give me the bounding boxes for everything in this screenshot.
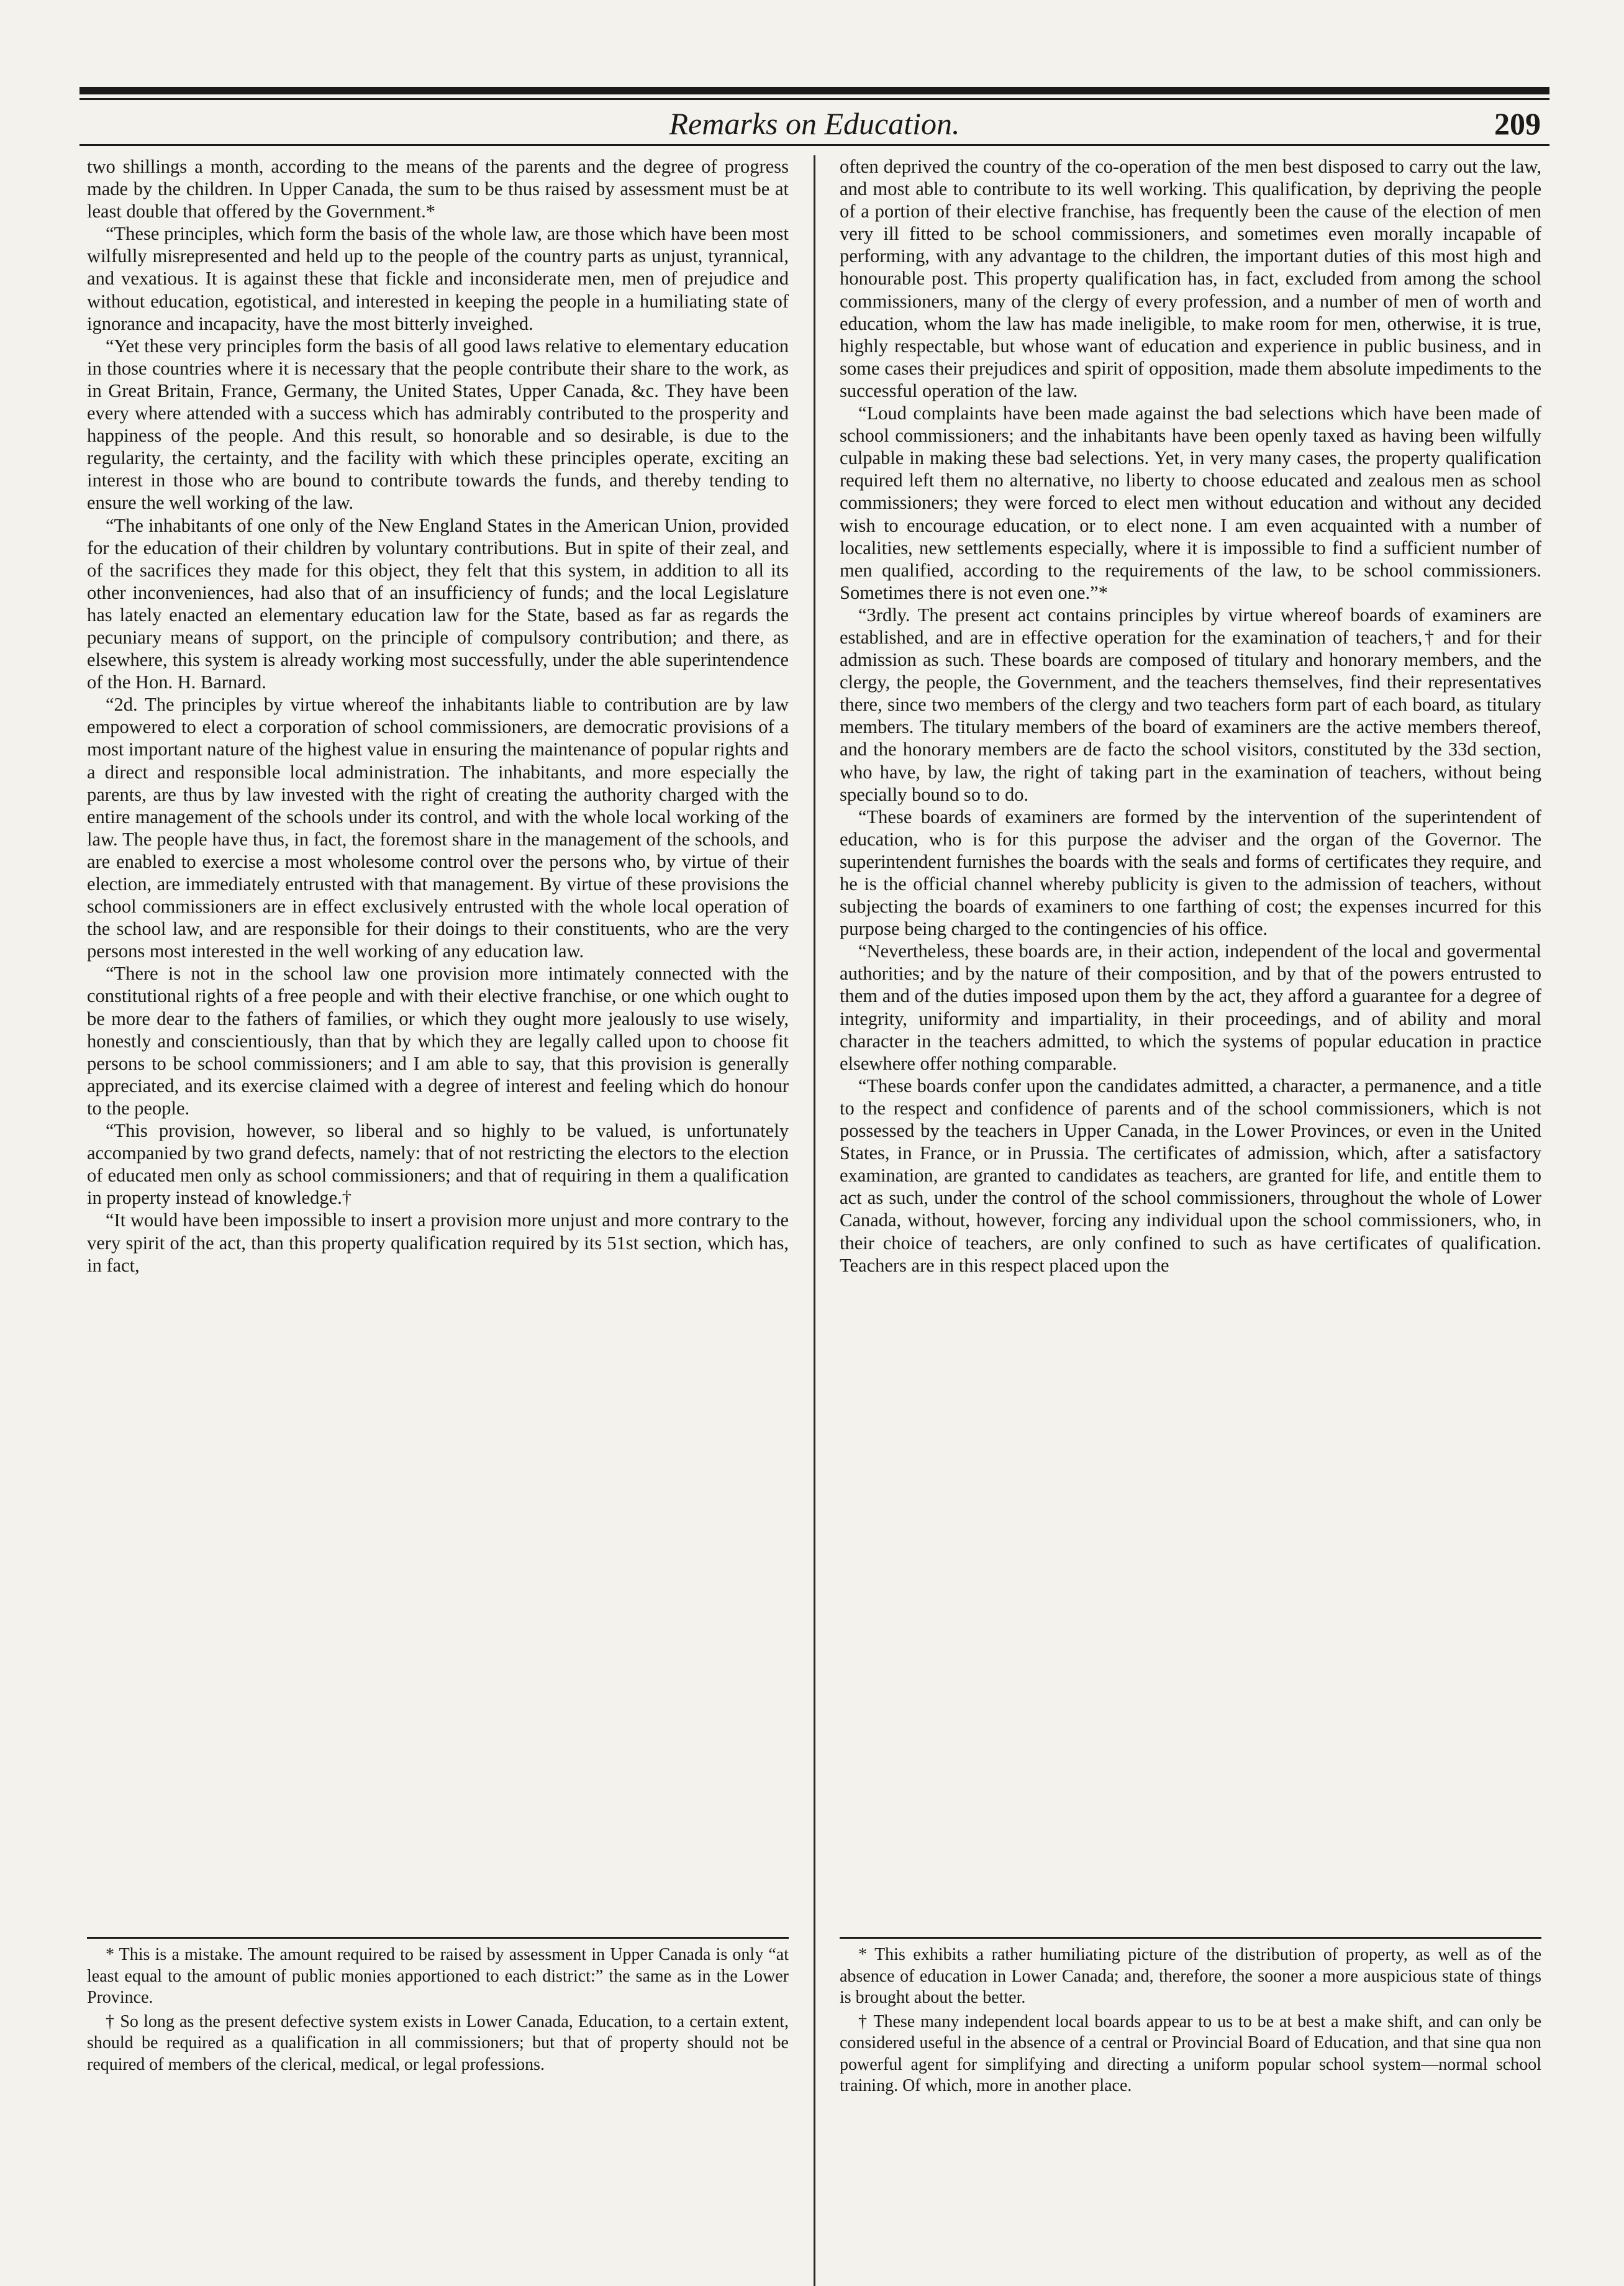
footnotes-left [87,1944,789,2236]
top-rule-thick [79,87,1549,94]
left-column [87,155,789,1929]
paragraph: two shillings a month, according to the means of the parents and the degree of progress made by the children. In Upper Canada, the sum to be thus raised by assessment must be at least double that offered by the Government.* [87,156,789,222]
footnote: * This is a mistake. The amount required to be raised by assessment in Upper Canada is only “at least equal to the amount of public monies apportioned to each district:” the same as in the Lower Province. [87,1945,789,2007]
paragraph: “2d. The principles by virtue whereof the inhabitants liable to contribution are by law empowered to elect a corporation of school commissioners, are democratic provisions of a most important nature of the highest value in ensuring the maintenance of popular rights and a direct and responsible local administration. The inhabitants, and more especially the parents, are thus by law invested with the right of creating the authority charged with the entire management of the schools under its control, and with the whole local working of the law. The people have thus, in fact, the foremost share in the management of the schools, and are enabled to exercise a most wholesome control over the persons who, by virtue of their election, are immediately entrusted with that management. By virtue of these provisions the school commissioners are in effect exclusively entrusted with the whole local operation of the school law, and are responsible for their doings to their constituents, who are the very persons most interested in the well working of any education law. [87,694,789,962]
right-column [840,155,1541,1929]
page-number: 209 [1494,106,1541,141]
paragraph: “These boards of examiners are formed by the intervention of the superintendent of education, who is for this purpose the adviser and the organ of the Governor. The superintendent furnishes the boards with the seals and forms of certificates they require, and he is the official channel whereby publicity is given to the admission of teachers, without subjecting the boards of examiners to one farthing of cost; the expenses incurred for this purpose being charged to the contingencies of his office. [840,806,1541,940]
footnote: † So long as the present defective system exists in Lower Canada, Education, to a certain extent, should be required as a qualification in all commissioners; but that of property should not be required of members of the clerical, medical, or legal professions. [87,2011,789,2074]
paragraph: often deprived the country of the co-operation of the men best disposed to carry out the law, and most able to contribute to its well working. This qualification, by depriving the people of a portion of their elective franchise, has frequently been the cause of the election of men very ill fitted to be school commissioners, and sometimes even morally incapable of performing, with any advantage to the children, the important duties of this most high and honourable post. This property qualification has, in fact, excluded from among the school commissioners, many of the clergy of every profession, and a number of men of worth and education, whom the law has made ineligible, to make room for men, otherwise, it is true, highly respectable, but whose want of education and experience in public business, and in some cases their prejudices and spirit of opposition, made them absolute impediments to the successful operation of the law. [840,156,1541,401]
footnote-rule-left [87,1937,789,1939]
footnote: † These many independent local boards appear to us to be at best a make shift, and can only be considered useful in the absence of a central or Provincial Board of Education, and that sine qua non powerful agent for simplifying and directing a uniform popular school system—normal school training. Of which, more in another place. [840,2011,1541,2095]
paragraph: “Yet these very principles form the basis of all good laws relative to elementary education in those countries where it is necessary that the people contribute their share to the work, as in Great Britain, France, Germany, the United States, Upper Canada, &c. They have been every where attended with a success which has admirably contributed to the prosperity and happiness of the people. And this result, so honorable and so desirable, is due to the regularity, the certainty, and the facility with which these principles operate, exciting an interest in those who are bound to contribute towards the funds, and thereby tending to ensure the well working of the law. [87,335,789,514]
paragraph: “It would have been impossible to insert a provision more unjust and more contrary to the very spirit of the act, than this property qualification required by its 51st section, which has, in fact, [87,1209,789,1276]
paragraph: “This provision, however, so liberal and so highly to be valued, is unfortunately accompanied by two grand defects, namely: that of not restricting the electors to the election of educated men only as school commissioners; and that of requiring in them a qualification in property instead of knowledge.† [87,1120,789,1209]
footnote-rule-right [840,1937,1541,1939]
paragraph: “There is not in the school law one provision more intimately connected with the constitutional rights of a free people and with their elective franchise, or one which ought to be more dear to the fathers of families, or which they ought more jealously to use wisely, honestly and conscientiously, than that by which they are legally called upon to choose fit persons to be school commissioners; and I am able to say, that this provision is generally appreciated, and its exercise claimed with a degree of interest and feeling which do honour to the people. [87,963,789,1119]
page-header [79,104,1549,143]
paragraph: “3rdly. The present act contains principles by virtue whereof boards of examiners are established, and are in effective operation for the examination of teachers,† and for their admission as such. These boards are composed of titulary and honorary members, and the clergy, the people, the Government, and the teachers themselves, find their representatives there, since two members of the clergy and two teachers form part of each board, as titulary members. The titulary members of the board of examiners are the active members thereof, and the honorary members are de facto the school visitors, constituted by the 33d section, who have, by law, the right of taking part in the examination of teachers, without being specially bound so to do. [840,604,1541,805]
column-divider [814,155,815,2286]
paragraph: “These boards confer upon the candidates admitted, a character, a permanence, and a title to the respect and confidence of parents and of the school commissioners, which is not possessed by the teachers in Upper Canada, in the Lower Provinces, or even in the United States, in France, or in Prussia. The certificates of admission, which, after a satisfactory examination, are granted to candidates as teachers, are granted for life, and entitle them to act as such, under the control of the school commissioners, throughout the whole of Lower Canada, without, however, forcing any individual upon the school commissioners, who, in their choice of teachers, are only confined to such as have certificates of qualification. Teachers are in this respect placed upon the [840,1075,1541,1276]
footnote: * This exhibits a rather humiliating picture of the distribution of property, as well as of the absence of education in Lower Canada; and, therefore, the sooner a more auspicious state of things is brought about the better. [840,1945,1541,2007]
paragraph: “These principles, which form the basis of the whole law, are those which have been most wilfully misrepresented and held up to the people of the country parts as unjust, tyrannical, and vexatious. It is against these that fickle and inconsiderate men, men of prejudice and without education, egotistical, and interested in keeping the people in a humiliating state of ignorance and incapacity, have the most bitterly inveighed. [87,223,789,334]
running-title: Remarks on Education. [669,106,960,141]
paragraph: “The inhabitants of one only of the New England States in the American Union, provided for the education of their children by voluntary contributions. But in spite of their zeal, and of the sacrifices they made for this object, they felt that this system, in addition to all its other inconveniences, had also that of an insufficiency of funds; and the local Legislature has lately enacted an elementary education law for the State, based as far as regards the pecuniary means of support, on the principle of compulsory contribution; and there, as elsewhere, this system is already working most successfully, under the able superintendence of the Hon. H. Barnard. [87,514,789,693]
paragraph: “Nevertheless, these boards are, in their action, independent of the local and govermental authorities; and by the nature of their composition, and by that of the powers entrusted to them and of the duties imposed upon them by the act, they afford a guarantee for a degree of integrity, uniformity and impartiality, in their proceedings, and of ability and moral character in the teachers admitted, to which the systems of popular education in practice elsewhere offer nothing comparable. [840,940,1541,1074]
header-rule [79,144,1549,146]
top-rule-thin [79,98,1549,100]
footnotes-right [840,1944,1541,2236]
paragraph: “Loud complaints have been made against the bad selections which have been made of school commissioners; and the inhabitants have been openly taxed as having been wilfully culpable in making these bad selections. Yet, in very many cases, the property qualification required left them no alternative, no liberty to choose educated and zealous men as school commissioners; they were forced to elect men without education and without any decided wish to encourage education, or to elect none. I am even acquainted with a number of localities, new settlements especially, where it is impossible to find a sufficient number of men qualified, according to the requirements of the law, to be school commissioners. Sometimes there is not even one.”* [840,403,1541,603]
